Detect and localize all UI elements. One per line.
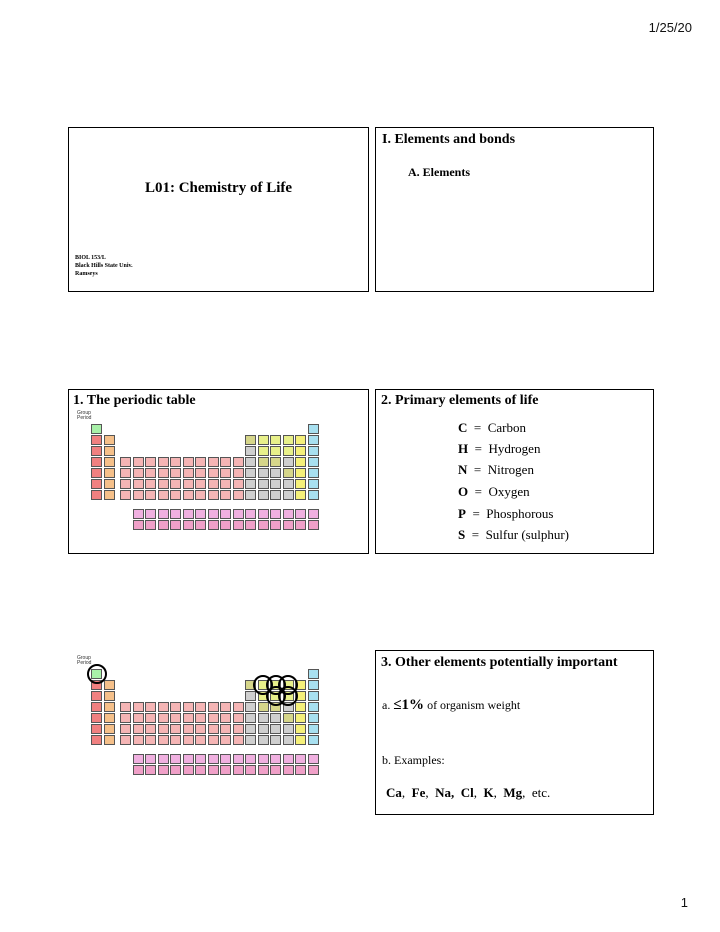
element-cell xyxy=(195,724,206,734)
slide-elements-bonds xyxy=(375,127,654,292)
element-cell xyxy=(183,457,194,467)
element-cell xyxy=(208,702,219,712)
element-cell xyxy=(270,724,281,734)
element-cell xyxy=(233,724,244,734)
element-cell xyxy=(295,735,306,745)
element-symbol: N xyxy=(458,462,468,477)
element-name: Phosphorous xyxy=(486,506,554,521)
slide1-title: L01: Chemistry of Life xyxy=(144,180,293,196)
example-element: Ca xyxy=(386,785,402,800)
element-cell xyxy=(145,509,156,519)
slide-periodic-table-highlighted xyxy=(68,650,369,815)
element-cell xyxy=(295,754,306,764)
slide3-title: 1. The periodic table xyxy=(73,393,196,408)
element-cell xyxy=(170,765,181,775)
element-cell xyxy=(270,520,281,530)
element-cell xyxy=(308,735,319,745)
slide6-title: 3. Other elements potentially important xyxy=(381,655,618,670)
element-cell xyxy=(170,509,181,519)
element-cell xyxy=(158,702,169,712)
element-cell xyxy=(183,468,194,478)
element-cell xyxy=(120,735,131,745)
element-cell xyxy=(104,702,115,712)
page-date: 1/25/20 xyxy=(648,20,692,35)
element-cell xyxy=(145,468,156,478)
element-cell xyxy=(308,446,319,456)
element-cell xyxy=(283,765,294,775)
slide-title xyxy=(68,127,369,292)
element-cell xyxy=(208,754,219,764)
element-cell xyxy=(258,724,269,734)
element-cell xyxy=(233,468,244,478)
element-cell xyxy=(308,713,319,723)
element-cell xyxy=(308,754,319,764)
element-cell xyxy=(283,735,294,745)
element-cell xyxy=(183,724,194,734)
element-cell xyxy=(308,520,319,530)
examples-line: Ca, Fe, Na, Cl, K, Mg, etc. xyxy=(386,785,551,800)
element-cell xyxy=(220,702,231,712)
element-cell xyxy=(145,702,156,712)
element-cell xyxy=(308,479,319,489)
element-cell xyxy=(258,435,269,445)
element-cell xyxy=(170,713,181,723)
element-cell xyxy=(220,520,231,530)
element-cell xyxy=(283,468,294,478)
element-line xyxy=(458,484,530,500)
element-line xyxy=(458,527,569,543)
element-cell xyxy=(208,724,219,734)
slide4-title: 2. Primary elements of life xyxy=(381,393,539,408)
element-cell xyxy=(104,457,115,467)
element-cell xyxy=(170,468,181,478)
element-cell xyxy=(170,735,181,745)
element-cell xyxy=(158,520,169,530)
slide1-course: BIOL 153/L xyxy=(75,255,106,261)
element-cell xyxy=(195,754,206,764)
element-cell xyxy=(233,520,244,530)
slide2-subtitle: A. Elements xyxy=(408,165,470,179)
highlight-circle xyxy=(278,686,298,706)
element-cell xyxy=(308,509,319,519)
element-cell xyxy=(91,446,102,456)
element-cell xyxy=(183,754,194,764)
element-cell xyxy=(283,724,294,734)
element-cell xyxy=(170,479,181,489)
element-cell xyxy=(233,702,244,712)
element-cell xyxy=(283,509,294,519)
element-cell xyxy=(145,713,156,723)
element-cell xyxy=(295,468,306,478)
element-cell xyxy=(133,754,144,764)
slide2-title: I. Elements and bonds xyxy=(382,132,516,147)
element-cell xyxy=(245,520,256,530)
element-cell xyxy=(283,713,294,723)
element-cell xyxy=(158,735,169,745)
element-cell xyxy=(104,680,115,690)
element-name: Oxygen xyxy=(488,484,530,499)
element-cell xyxy=(258,735,269,745)
element-cell xyxy=(270,446,281,456)
element-cell xyxy=(104,468,115,478)
slide-other-elements xyxy=(375,650,654,815)
element-cell xyxy=(91,457,102,467)
element-cell xyxy=(283,520,294,530)
element-cell xyxy=(195,457,206,467)
period-axis-label: Period xyxy=(77,660,92,666)
example-element: Cl xyxy=(460,785,474,800)
element-name: Nitrogen xyxy=(487,462,534,477)
element-cell xyxy=(233,509,244,519)
element-cell xyxy=(245,765,256,775)
element-cell xyxy=(91,490,102,500)
element-cell xyxy=(133,765,144,775)
element-cell xyxy=(233,457,244,467)
point-a-value: ≤1% xyxy=(393,697,425,713)
element-cell xyxy=(308,457,319,467)
element-cell xyxy=(183,479,194,489)
element-symbol: S xyxy=(458,527,466,542)
element-sep: = xyxy=(474,484,482,499)
element-cell xyxy=(208,713,219,723)
element-cell xyxy=(245,702,256,712)
example-element: K xyxy=(483,785,494,800)
element-cell xyxy=(170,702,181,712)
element-cell xyxy=(145,765,156,775)
element-cell xyxy=(183,713,194,723)
element-cell xyxy=(91,435,102,445)
element-cell xyxy=(183,509,194,519)
element-cell xyxy=(258,468,269,478)
element-cell xyxy=(233,479,244,489)
element-cell xyxy=(258,713,269,723)
element-cell xyxy=(208,520,219,530)
element-cell xyxy=(91,479,102,489)
element-line xyxy=(458,420,526,436)
element-cell xyxy=(145,457,156,467)
element-cell xyxy=(245,446,256,456)
element-cell xyxy=(183,735,194,745)
element-name: Sulfur (sulphur) xyxy=(485,527,569,542)
element-cell xyxy=(195,765,206,775)
element-cell xyxy=(91,468,102,478)
element-cell xyxy=(295,435,306,445)
element-sep: = xyxy=(474,441,482,456)
element-cell xyxy=(233,754,244,764)
element-cell xyxy=(104,490,115,500)
element-cell xyxy=(104,735,115,745)
element-symbol: C xyxy=(458,420,468,435)
group-axis-label: Group xyxy=(77,655,91,661)
element-name: Carbon xyxy=(487,420,527,435)
element-symbol: H xyxy=(458,441,469,456)
element-cell xyxy=(120,479,131,489)
element-cell xyxy=(308,702,319,712)
element-cell xyxy=(158,509,169,519)
element-cell xyxy=(133,520,144,530)
element-cell xyxy=(120,713,131,723)
element-line xyxy=(458,506,553,522)
element-cell xyxy=(258,754,269,764)
element-cell xyxy=(220,490,231,500)
element-cell xyxy=(245,457,256,467)
page-number: 1 xyxy=(680,895,688,910)
element-cell xyxy=(233,490,244,500)
element-cell xyxy=(270,457,281,467)
element-cell xyxy=(308,691,319,701)
element-cell xyxy=(283,754,294,764)
element-cell xyxy=(283,446,294,456)
periodic-table xyxy=(77,412,362,552)
element-cell xyxy=(245,713,256,723)
point-a xyxy=(382,697,520,714)
element-cell xyxy=(245,468,256,478)
element-cell xyxy=(270,765,281,775)
element-cell xyxy=(295,490,306,500)
element-cell xyxy=(220,713,231,723)
element-cell xyxy=(220,479,231,489)
element-cell xyxy=(295,479,306,489)
element-cell xyxy=(295,509,306,519)
element-cell xyxy=(195,735,206,745)
element-cell xyxy=(158,457,169,467)
element-cell xyxy=(245,490,256,500)
element-cell xyxy=(145,520,156,530)
element-cell xyxy=(170,490,181,500)
element-cell xyxy=(133,735,144,745)
element-cell xyxy=(233,713,244,723)
element-cell xyxy=(220,457,231,467)
element-cell xyxy=(120,490,131,500)
element-cell xyxy=(270,435,281,445)
element-cell xyxy=(120,724,131,734)
element-cell xyxy=(158,479,169,489)
element-cell xyxy=(220,724,231,734)
highlight-circle xyxy=(87,664,107,684)
element-cell xyxy=(220,468,231,478)
element-cell xyxy=(258,509,269,519)
element-cell xyxy=(295,724,306,734)
element-cell xyxy=(283,479,294,489)
element-cell xyxy=(133,713,144,723)
slide1-instructor: Ramseys xyxy=(75,271,98,277)
element-cell xyxy=(120,702,131,712)
element-cell xyxy=(158,713,169,723)
element-cell xyxy=(91,735,102,745)
element-cell xyxy=(183,520,194,530)
element-cell xyxy=(120,468,131,478)
element-cell xyxy=(145,490,156,500)
element-cell xyxy=(258,479,269,489)
element-cell xyxy=(208,468,219,478)
element-cell xyxy=(308,424,319,434)
examples-tail: etc. xyxy=(531,785,551,800)
element-cell xyxy=(145,735,156,745)
element-cell xyxy=(145,479,156,489)
element-cell xyxy=(133,702,144,712)
element-cell xyxy=(158,754,169,764)
element-cell xyxy=(245,435,256,445)
example-element: Na, xyxy=(435,785,455,800)
element-cell xyxy=(295,702,306,712)
element-cell xyxy=(295,765,306,775)
element-cell xyxy=(91,424,102,434)
element-cell xyxy=(145,754,156,764)
element-cell xyxy=(233,735,244,745)
element-cell xyxy=(195,468,206,478)
element-cell xyxy=(133,490,144,500)
element-cell xyxy=(308,765,319,775)
slide-primary-elements xyxy=(375,389,654,554)
element-cell xyxy=(133,468,144,478)
element-cell xyxy=(270,754,281,764)
element-cell xyxy=(245,724,256,734)
point-a-prefix: a. xyxy=(382,698,391,712)
element-cell xyxy=(91,724,102,734)
element-cell xyxy=(308,435,319,445)
element-cell xyxy=(195,490,206,500)
element-cell xyxy=(170,457,181,467)
element-cell xyxy=(104,446,115,456)
element-cell xyxy=(208,490,219,500)
element-cell xyxy=(133,509,144,519)
element-cell xyxy=(91,713,102,723)
element-sep: = xyxy=(473,420,482,435)
element-sep: = xyxy=(473,462,482,477)
element-cell xyxy=(104,713,115,723)
element-cell xyxy=(208,479,219,489)
element-cell xyxy=(195,509,206,519)
element-symbol: P xyxy=(458,506,466,521)
slide1-school: Black Hills State Univ. xyxy=(75,263,133,269)
element-sep: = xyxy=(472,506,480,521)
element-cell xyxy=(170,754,181,764)
element-cell xyxy=(258,765,269,775)
element-cell xyxy=(145,724,156,734)
element-cell xyxy=(283,457,294,467)
element-cell xyxy=(233,765,244,775)
element-cell xyxy=(183,765,194,775)
slide-periodic-table xyxy=(68,389,369,554)
element-sep: = xyxy=(471,527,480,542)
element-cell xyxy=(195,520,206,530)
element-cell xyxy=(91,702,102,712)
element-cell xyxy=(158,765,169,775)
element-cell xyxy=(208,765,219,775)
element-cell xyxy=(245,509,256,519)
element-cell xyxy=(245,754,256,764)
element-cell xyxy=(133,479,144,489)
element-cell xyxy=(270,479,281,489)
element-cell xyxy=(183,702,194,712)
element-cell xyxy=(258,520,269,530)
element-cell xyxy=(245,479,256,489)
element-symbol: O xyxy=(458,484,469,499)
element-cell xyxy=(220,509,231,519)
element-cell xyxy=(183,490,194,500)
element-cell xyxy=(283,490,294,500)
element-cell xyxy=(308,669,319,679)
element-cell xyxy=(308,490,319,500)
element-cell xyxy=(208,457,219,467)
element-cell xyxy=(295,713,306,723)
element-cell xyxy=(195,479,206,489)
element-cell xyxy=(295,446,306,456)
element-cell xyxy=(158,490,169,500)
period-axis-label: Period xyxy=(77,415,92,421)
element-cell xyxy=(220,754,231,764)
element-cell xyxy=(258,490,269,500)
element-cell xyxy=(170,724,181,734)
element-cell xyxy=(170,520,181,530)
element-name: Hydrogen xyxy=(488,441,541,456)
element-cell xyxy=(270,509,281,519)
element-cell xyxy=(158,724,169,734)
element-cell xyxy=(270,735,281,745)
element-cell xyxy=(308,680,319,690)
element-cell xyxy=(245,735,256,745)
element-cell xyxy=(245,691,256,701)
element-cell xyxy=(104,724,115,734)
element-cell xyxy=(104,479,115,489)
element-cell xyxy=(220,765,231,775)
element-cell xyxy=(270,713,281,723)
element-cell xyxy=(195,702,206,712)
element-cell xyxy=(220,735,231,745)
element-cell xyxy=(120,457,131,467)
element-cell xyxy=(283,435,294,445)
element-cell xyxy=(133,724,144,734)
element-cell xyxy=(133,457,144,467)
element-cell xyxy=(104,435,115,445)
element-cell xyxy=(258,702,269,712)
element-cell xyxy=(270,490,281,500)
element-cell xyxy=(270,468,281,478)
element-cell xyxy=(158,468,169,478)
element-cell xyxy=(104,691,115,701)
element-cell xyxy=(308,468,319,478)
element-cell xyxy=(195,713,206,723)
element-cell xyxy=(91,691,102,701)
example-element: Fe xyxy=(411,785,426,800)
example-element: Mg xyxy=(503,785,523,800)
element-cell xyxy=(258,457,269,467)
element-line xyxy=(458,441,540,457)
element-cell xyxy=(208,509,219,519)
element-cell xyxy=(258,446,269,456)
element-line xyxy=(458,462,534,478)
element-cell xyxy=(308,724,319,734)
point-a-text: of organism weight xyxy=(427,698,521,712)
periodic-table-highlighted xyxy=(77,657,362,807)
element-cell xyxy=(295,457,306,467)
group-axis-label: Group xyxy=(77,410,91,416)
element-cell xyxy=(208,735,219,745)
point-b: b. Examples: xyxy=(382,753,445,767)
element-cell xyxy=(295,520,306,530)
